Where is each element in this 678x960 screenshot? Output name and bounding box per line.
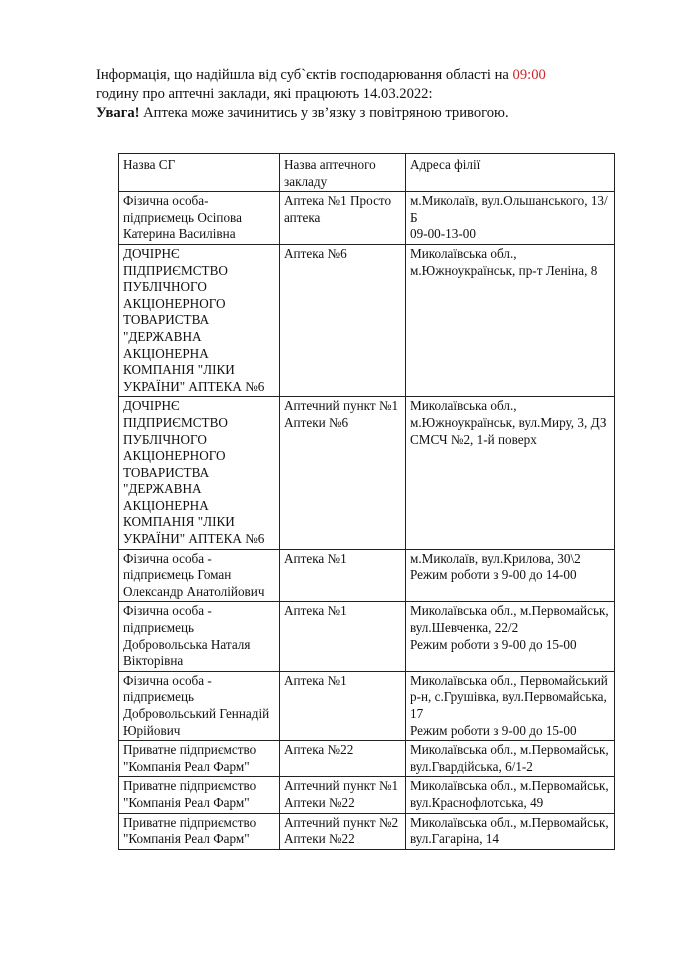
header-pharmacy: Назва аптечного закладу xyxy=(280,154,406,192)
table-row xyxy=(119,397,615,549)
address-line: 09-00-13-00 xyxy=(410,226,476,242)
address-line: Миколаївська обл., м.Первомайськ, вул.Краснофлотська, 49 xyxy=(410,778,609,810)
header-sg: Назва СГ xyxy=(119,154,280,192)
cell-address xyxy=(406,549,615,602)
address-line: Миколаївська обл., м.Первомайськ, вул.Гвардійська, 6/1-2 xyxy=(410,742,609,774)
address-line: Миколаївська обл., м.Первомайськ, вул.Шевченка, 22/2 xyxy=(410,603,609,636)
header-address: Адреса філії xyxy=(406,154,615,192)
address-line: Режим роботи з 9-00 до 15-00 xyxy=(410,722,577,738)
cell-address xyxy=(406,777,615,813)
table-row xyxy=(119,777,615,813)
cell-pharmacy-name: Аптечний пункт №2 Аптеки №22 xyxy=(280,813,406,849)
warning-label: Увага! xyxy=(96,105,140,121)
intro-paragraph xyxy=(96,66,636,123)
cell-sg-name: ДОЧІРНЄ ПІДПРИЄМСТВО ПУБЛІЧНОГО АКЦІОНЕРНОГО ТОВАРИСТВА "ДЕРЖАВНА АКЦІОНЕРНА КОМПАНІЯ "ЛІКИ УКРАЇНИ" АПТЕКА №6 xyxy=(119,244,280,396)
cell-address xyxy=(406,397,615,549)
cell-pharmacy-name: Аптека №1 xyxy=(280,671,406,740)
intro-line1: Інформація, що надійшла від суб`єктів господарювання області на xyxy=(96,67,509,83)
cell-pharmacy-name: Аптека №1 xyxy=(280,549,406,602)
table-row xyxy=(119,192,615,245)
table-row xyxy=(119,549,615,602)
cell-sg-name: Приватне підприємство "Компанія Реал Фарм" xyxy=(119,813,280,849)
cell-pharmacy-name: Аптека №1 xyxy=(280,602,406,671)
cell-address xyxy=(406,192,615,245)
table-row xyxy=(119,741,615,777)
cell-sg-name: ДОЧІРНЄ ПІДПРИЄМСТВО ПУБЛІЧНОГО АКЦІОНЕРНОГО ТОВАРИСТВА "ДЕРЖАВНА АКЦІОНЕРНА КОМПАНІЯ "ЛІКИ УКРАЇНИ" АПТЕКА №6 xyxy=(119,397,280,549)
table-header-row xyxy=(119,154,615,192)
cell-pharmacy-name: Аптечний пункт №1 Аптеки №6 xyxy=(280,397,406,549)
cell-pharmacy-name: Аптека №6 xyxy=(280,244,406,396)
table-row xyxy=(119,671,615,740)
cell-sg-name: Фізична особа - підприємець Добровольський Геннадій Юрійович xyxy=(119,671,280,740)
address-line: Режим роботи з 9-00 до 14-00 xyxy=(410,567,577,583)
cell-sg-name: Фізична особа-підприємець Осіпова Катерина Василівна xyxy=(119,192,280,245)
cell-sg-name: Фізична особа - підприємець Гоман Олександр Анатолійович xyxy=(119,549,280,602)
cell-sg-name: Фізична особа - підприємець Добровольська Наталя Вікторівна xyxy=(119,602,280,671)
cell-address xyxy=(406,813,615,849)
cell-pharmacy-name: Аптека №1 Просто аптека xyxy=(280,192,406,245)
intro-time: 09:00 xyxy=(512,67,546,83)
cell-address xyxy=(406,671,615,740)
table-row xyxy=(119,244,615,396)
cell-sg-name: Приватне підприємство "Компанія Реал Фарм" xyxy=(119,741,280,777)
address-line: Миколаївська обл., м.Южноукраїнськ, вул.Миру, 3, ДЗ СМСЧ №2, 1-й поверх xyxy=(410,398,607,447)
cell-pharmacy-name: Аптечний пункт №1 Аптеки №22 xyxy=(280,777,406,813)
cell-pharmacy-name: Аптека №22 xyxy=(280,741,406,777)
address-line: Режим роботи з 9-00 до 15-00 xyxy=(410,636,577,652)
intro-line2: годину про аптечні заклади, які працюють 14.03.2022: xyxy=(96,86,433,102)
pharmacy-table xyxy=(118,153,615,850)
address-line: Миколаївська обл., м.Южноукраїнськ, пр-т Леніна, 8 xyxy=(410,245,598,278)
cell-sg-name: Приватне підприємство "Компанія Реал Фарм" xyxy=(119,777,280,813)
table-row xyxy=(119,813,615,849)
address-line: Миколаївська обл., Первомайський р-н, с.Грушівка, вул.Первомайська, 17 xyxy=(410,672,608,721)
cell-address xyxy=(406,244,615,396)
warning-text: Аптека може зачинитись у зв’язку з повітряною тривогою. xyxy=(139,105,509,121)
cell-address xyxy=(406,741,615,777)
cell-address xyxy=(406,602,615,671)
address-line: м.Миколаїв, вул.Ольшанського, 13/Б xyxy=(410,193,608,225)
table-row xyxy=(119,602,615,671)
address-line: м.Миколаїв, вул.Крилова, 30\2 xyxy=(410,550,581,566)
address-line: Миколаївська обл., м.Первомайськ, вул.Гагаріна, 14 xyxy=(410,814,609,847)
